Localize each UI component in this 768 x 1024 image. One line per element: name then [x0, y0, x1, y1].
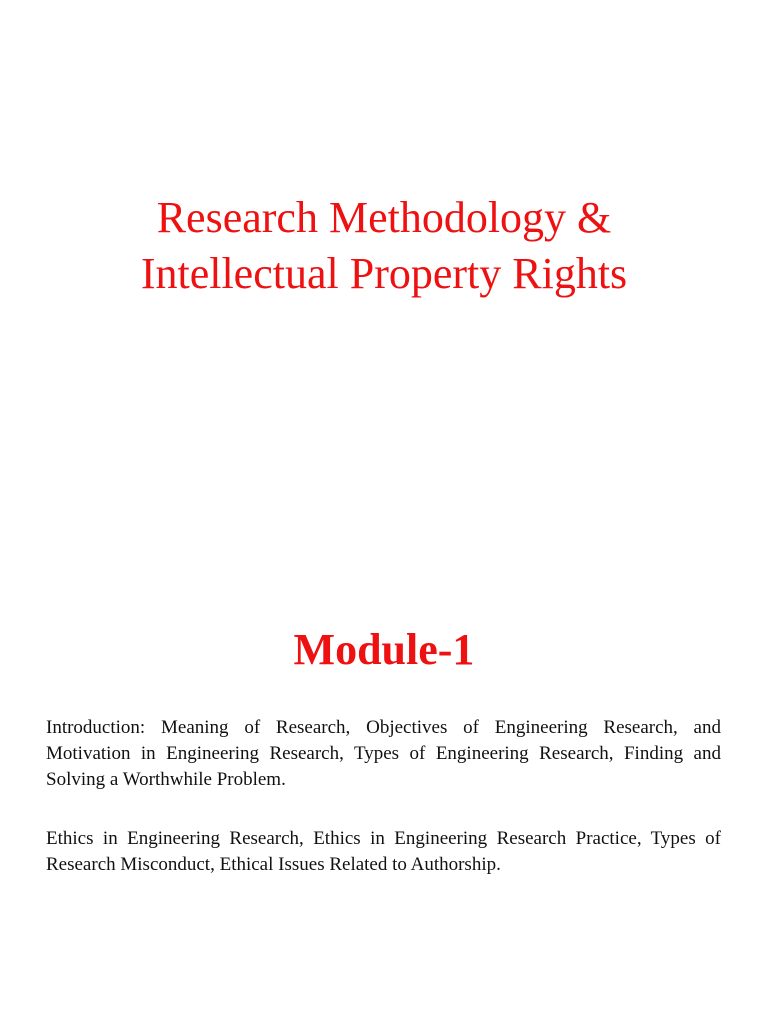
document-title-line-1: Research Methodology &	[156, 193, 612, 242]
module-paragraph-ethics: Ethics in Engineering Research, Ethics in Engineering Research Practice, Types of Research Misconduct, Ethical Issues Related to Authorship.	[46, 828, 721, 875]
module-heading: Module-1	[293, 625, 475, 674]
document-title-line-2: Intellectual Property Rights	[140, 249, 628, 298]
document-title	[0, 190, 768, 302]
module-paragraph-introduction: Introduction: Meaning of Research, Objectives of Engineering Research, and Motivation in Engineering Research, Types of Engineering Research, Finding and Solving a Worthwhile Problem.	[46, 717, 721, 790]
